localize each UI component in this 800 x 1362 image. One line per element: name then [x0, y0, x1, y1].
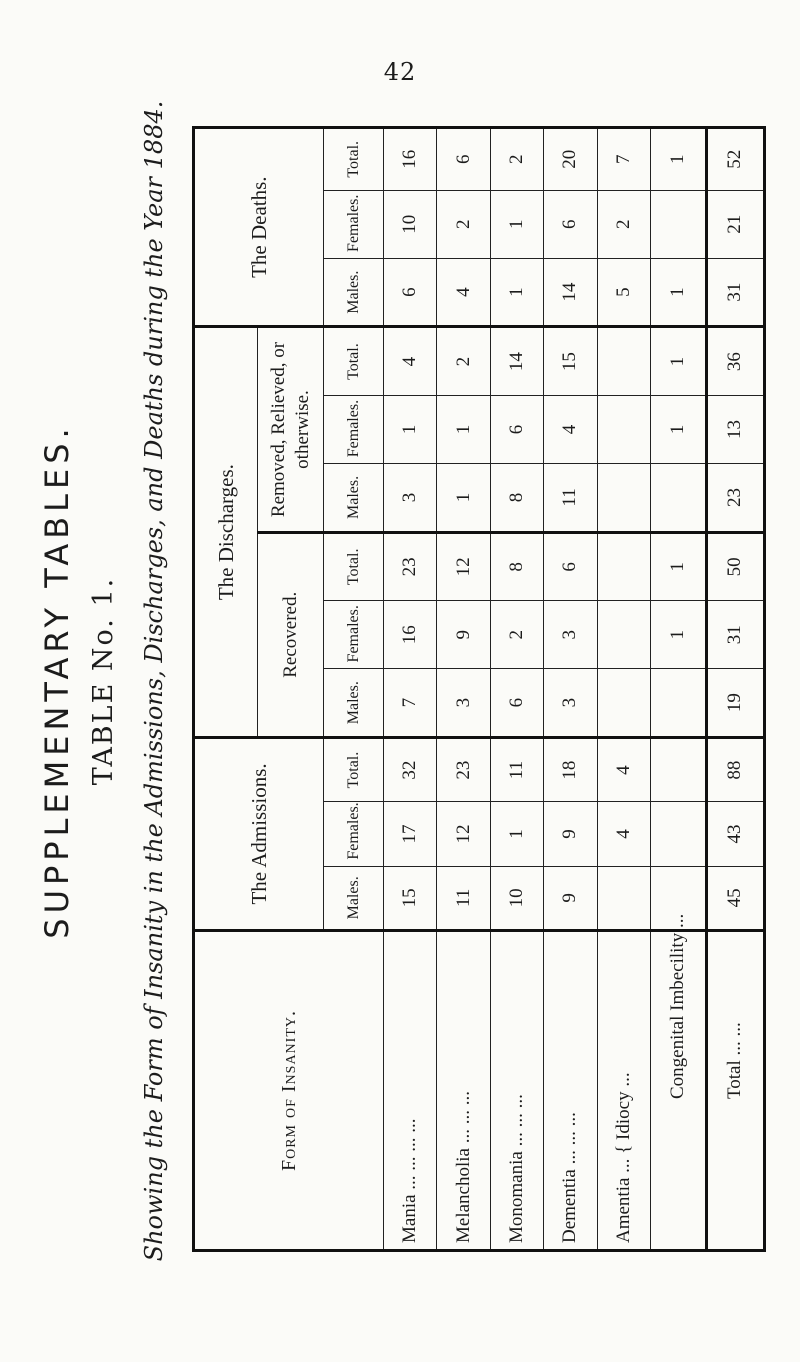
table-number-heading: TABLE No. 1.	[88, 576, 119, 786]
page-number: 42	[383, 58, 417, 86]
table-row	[651, 128, 707, 1251]
rem-total-cell: 2	[437, 327, 490, 395]
rem-males-cell: 1	[437, 464, 490, 532]
death-total-cell: 20	[544, 128, 597, 191]
rec-total-cell	[597, 532, 650, 600]
death-total-cell: 6	[437, 128, 490, 191]
rec-females-header: Females.	[324, 601, 384, 669]
rem-total-header: Total.	[324, 327, 384, 395]
rec-females-cell: 9	[437, 601, 490, 669]
death-males-cell: 1	[651, 258, 707, 326]
adm-females-cell	[651, 802, 707, 866]
adm-females-total: 43	[706, 802, 764, 866]
rec-females-cell: 1	[651, 601, 707, 669]
death-total-cell: 7	[597, 128, 650, 191]
rec-total-cell: 23	[384, 532, 437, 600]
form-label: Amentia ... { Idiocy ...	[597, 931, 650, 1251]
rec-males-total: 19	[706, 669, 764, 737]
rem-males-cell: 11	[544, 464, 597, 532]
death-females-cell: 2	[437, 190, 490, 258]
adm-total-cell: 4	[597, 737, 650, 801]
death-males-cell: 4	[437, 258, 490, 326]
death-females-total: 21	[706, 190, 764, 258]
rem-total-cell: 4	[384, 327, 437, 395]
adm-males-cell	[597, 866, 650, 930]
death-females-cell: 2	[597, 190, 650, 258]
table-row	[437, 128, 490, 1251]
rem-total-cell: 1	[651, 327, 707, 395]
adm-total-cell: 23	[437, 737, 490, 801]
death-males-total: 31	[706, 258, 764, 326]
adm-total-cell	[651, 737, 707, 801]
rec-females-cell: 3	[544, 601, 597, 669]
death-total-total: 52	[706, 128, 764, 191]
adm-total-header: Total.	[324, 737, 384, 801]
death-females-cell: 10	[384, 190, 437, 258]
rem-females-cell: 1	[437, 395, 490, 463]
death-males-cell: 5	[597, 258, 650, 326]
rec-males-cell: 3	[437, 669, 490, 737]
adm-total-cell: 32	[384, 737, 437, 801]
rem-males-cell: 3	[384, 464, 437, 532]
form-label: Melancholia ... ... ...	[437, 931, 490, 1251]
deaths-header: The Deaths.	[194, 128, 324, 327]
rem-females-header: Females.	[324, 395, 384, 463]
death-females-cell	[651, 190, 707, 258]
adm-females-cell: 12	[437, 802, 490, 866]
rec-females-cell	[597, 601, 650, 669]
rec-females-cell: 2	[490, 601, 543, 669]
death-females-header: Females.	[324, 190, 384, 258]
rem-females-cell: 1	[651, 395, 707, 463]
rem-males-header: Males.	[324, 464, 384, 532]
rem-males-total: 23	[706, 464, 764, 532]
rec-females-cell: 16	[384, 601, 437, 669]
death-females-cell: 1	[490, 190, 543, 258]
adm-total-cell: 18	[544, 737, 597, 801]
form-label: Dementia ... ... ...	[544, 931, 597, 1251]
admissions-header: The Admissions.	[194, 737, 324, 930]
form-of-insanity-header: Form of Insanity.	[194, 931, 384, 1251]
rem-total-cell: 15	[544, 327, 597, 395]
insanity-table	[192, 126, 766, 1252]
table-container	[192, 126, 766, 1252]
rem-females-cell: 1	[384, 395, 437, 463]
form-label: Mania ... ... ... ...	[384, 931, 437, 1251]
adm-females-cell: 1	[490, 802, 543, 866]
form-label: Congenital Imbecility ...	[651, 931, 707, 1251]
adm-females-cell: 9	[544, 802, 597, 866]
rec-total-total: 50	[706, 532, 764, 600]
page-heading-block	[0, 0, 190, 1362]
rec-females-total: 31	[706, 601, 764, 669]
table-row	[490, 128, 543, 1251]
adm-males-cell: 15	[384, 866, 437, 930]
rec-males-cell: 7	[384, 669, 437, 737]
rec-males-cell	[597, 669, 650, 737]
total-label: Total ... ...	[706, 931, 764, 1251]
rec-total-cell: 6	[544, 532, 597, 600]
form-label: Monomania ... ... ...	[490, 931, 543, 1251]
rem-males-cell	[597, 464, 650, 532]
death-males-cell: 1	[490, 258, 543, 326]
table-row	[544, 128, 597, 1251]
rem-females-cell: 6	[490, 395, 543, 463]
rem-females-total: 13	[706, 395, 764, 463]
rec-males-header: Males.	[324, 669, 384, 737]
rec-males-cell: 6	[490, 669, 543, 737]
rec-total-header: Total.	[324, 532, 384, 600]
table-row	[384, 128, 437, 1251]
death-females-cell: 6	[544, 190, 597, 258]
death-males-header: Males.	[324, 258, 384, 326]
death-total-cell: 1	[651, 128, 707, 191]
death-males-cell: 6	[384, 258, 437, 326]
adm-females-cell: 17	[384, 802, 437, 866]
adm-males-cell: 11	[437, 866, 490, 930]
rec-total-cell: 8	[490, 532, 543, 600]
rem-males-cell	[651, 464, 707, 532]
death-males-cell: 14	[544, 258, 597, 326]
rem-females-cell: 4	[544, 395, 597, 463]
rem-total-cell: 14	[490, 327, 543, 395]
rec-total-cell: 12	[437, 532, 490, 600]
adm-total-cell: 11	[490, 737, 543, 801]
rem-total-cell	[597, 327, 650, 395]
rec-males-cell: 3	[544, 669, 597, 737]
adm-males-header: Males.	[324, 866, 384, 930]
rec-males-cell	[651, 669, 707, 737]
rem-total-total: 36	[706, 327, 764, 395]
adm-males-total: 45	[706, 866, 764, 930]
table-row	[597, 128, 650, 1251]
supplementary-tables-heading: SUPPLEMENTARY TABLES.	[38, 423, 76, 939]
adm-males-cell: 10	[490, 866, 543, 930]
rec-total-cell: 1	[651, 532, 707, 600]
death-total-cell: 2	[490, 128, 543, 191]
recovered-header: Recovered.	[258, 532, 324, 737]
discharges-header: The Discharges.	[194, 327, 258, 738]
adm-females-cell: 4	[597, 802, 650, 866]
adm-males-cell: 9	[544, 866, 597, 930]
adm-total-total: 88	[706, 737, 764, 801]
death-total-header: Total.	[324, 128, 384, 191]
adm-females-header: Females.	[324, 802, 384, 866]
removed-header: Removed, Relieved, or otherwise.	[258, 327, 324, 532]
table-description: Showing the Form of Insanity in the Admissions, Discharges, and Deaths during the Year 1884.	[140, 100, 168, 1262]
total-row	[706, 128, 764, 1251]
death-total-cell: 16	[384, 128, 437, 191]
rem-females-cell	[597, 395, 650, 463]
rem-males-cell: 8	[490, 464, 543, 532]
